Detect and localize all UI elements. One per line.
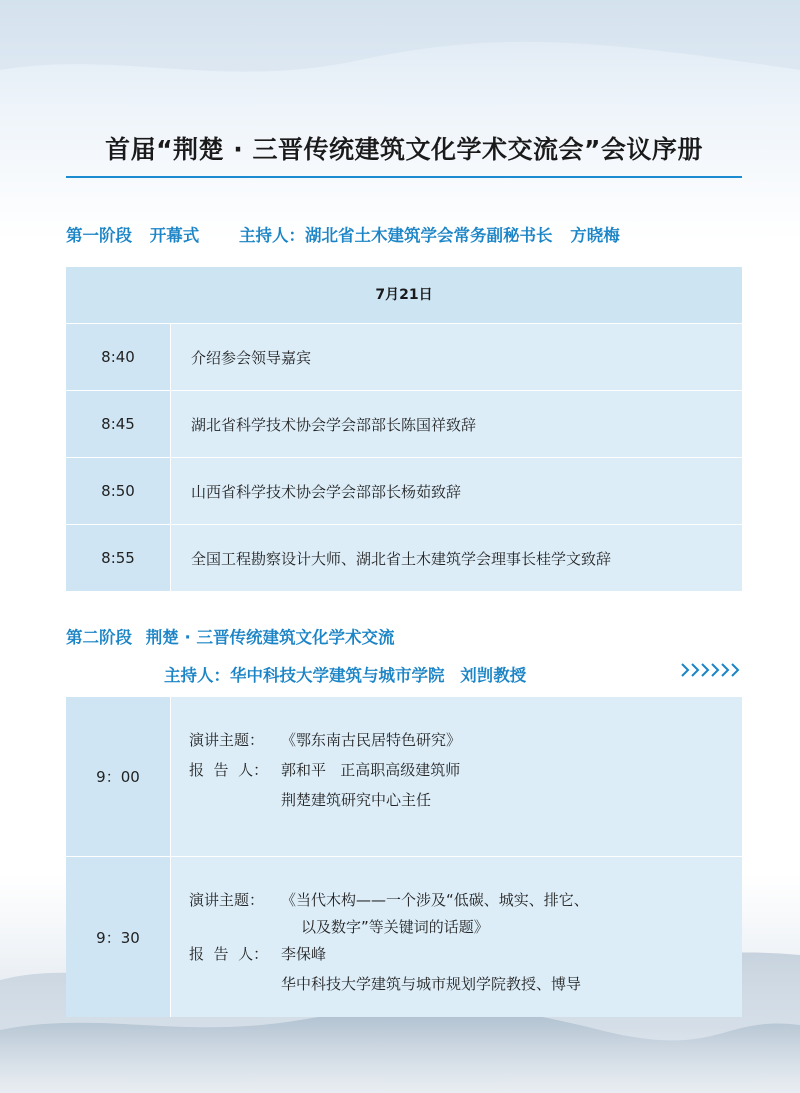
page-title: 首届“荆楚 · 三晋传统建筑文化学术交流会”会议序册 [105, 135, 703, 164]
speaker-extra: 华中科技大学建筑与城市规划学院教授、博导 [281, 975, 582, 993]
speaker-extra: 荆楚建筑研究中心主任 [281, 791, 432, 809]
row-time: 9：30 [66, 857, 170, 1017]
stage2-host-name: 刘剀教授 [460, 666, 527, 685]
stage2-schedule-table [66, 697, 742, 1017]
table-row [66, 697, 742, 856]
topic-line [189, 885, 742, 915]
table-row [66, 524, 742, 591]
stage1-host: 湖北省土木建筑学会常务副秘书长 [305, 226, 553, 245]
speaker-line [189, 939, 742, 969]
topic-label: 演讲主题： [189, 731, 265, 749]
row-text: 介绍参会领导嘉宾 [170, 324, 742, 390]
row-time: 8:45 [66, 391, 170, 457]
row-time: 8:55 [66, 525, 170, 591]
stage2-header [66, 624, 395, 648]
topic-text: 《当代木构——一个涉及“低碳、城实、排它、 [281, 891, 589, 909]
stage2-host-label: 主持人： [164, 666, 230, 685]
stage2-name: 第二阶段 [66, 628, 132, 647]
table-row [66, 457, 742, 524]
row-text: 山西省科学技术协会学会部部长杨茹致辞 [170, 458, 742, 524]
table-row [66, 323, 742, 390]
row-time: 8:50 [66, 458, 170, 524]
row-time: 9：00 [66, 697, 170, 856]
topic-label: 演讲主题： [189, 891, 265, 909]
title-divider [66, 176, 742, 178]
row-time: 8:40 [66, 324, 170, 390]
row-text: 湖北省科学技术协会学会部部长陈国祥致辞 [170, 391, 742, 457]
row-details [170, 857, 742, 1017]
speaker-text: 郭和平 正高职高级建筑师 [281, 761, 461, 779]
table-row [66, 390, 742, 457]
speaker-label: 报 告 人： [189, 761, 269, 779]
stage2-host: 华中科技大学建筑与城市学院 [230, 666, 445, 685]
schedule-date: 7月21日 [66, 267, 742, 323]
stage1-session: 开幕式 [149, 226, 200, 245]
topic-line [189, 725, 742, 755]
topic-continuation: 以及数字”等关键词的话题》 [301, 918, 489, 936]
stage1-header [66, 222, 620, 246]
stage1-schedule-table [66, 267, 742, 591]
stage1-host-name: 方晓梅 [570, 226, 620, 245]
topic-text: 《鄂东南古民居特色研究》 [281, 731, 462, 749]
stage2-host-line [164, 662, 526, 686]
stage2-session: 荆楚 · 三晋传统建筑文化学术交流 [145, 628, 395, 647]
row-text: 全国工程勘察设计大师、湖北省土木建筑学会理事长桂学文致辞 [170, 525, 742, 591]
row-details [170, 697, 742, 856]
speaker-text: 李保峰 [281, 945, 327, 963]
chevrons-icon [680, 660, 744, 680]
speaker-line [189, 755, 742, 785]
stage1-name: 第一阶段 [66, 226, 132, 245]
table-row [66, 856, 742, 1017]
speaker-label: 报 告 人： [189, 945, 269, 963]
stage1-host-label: 主持人： [239, 226, 305, 245]
